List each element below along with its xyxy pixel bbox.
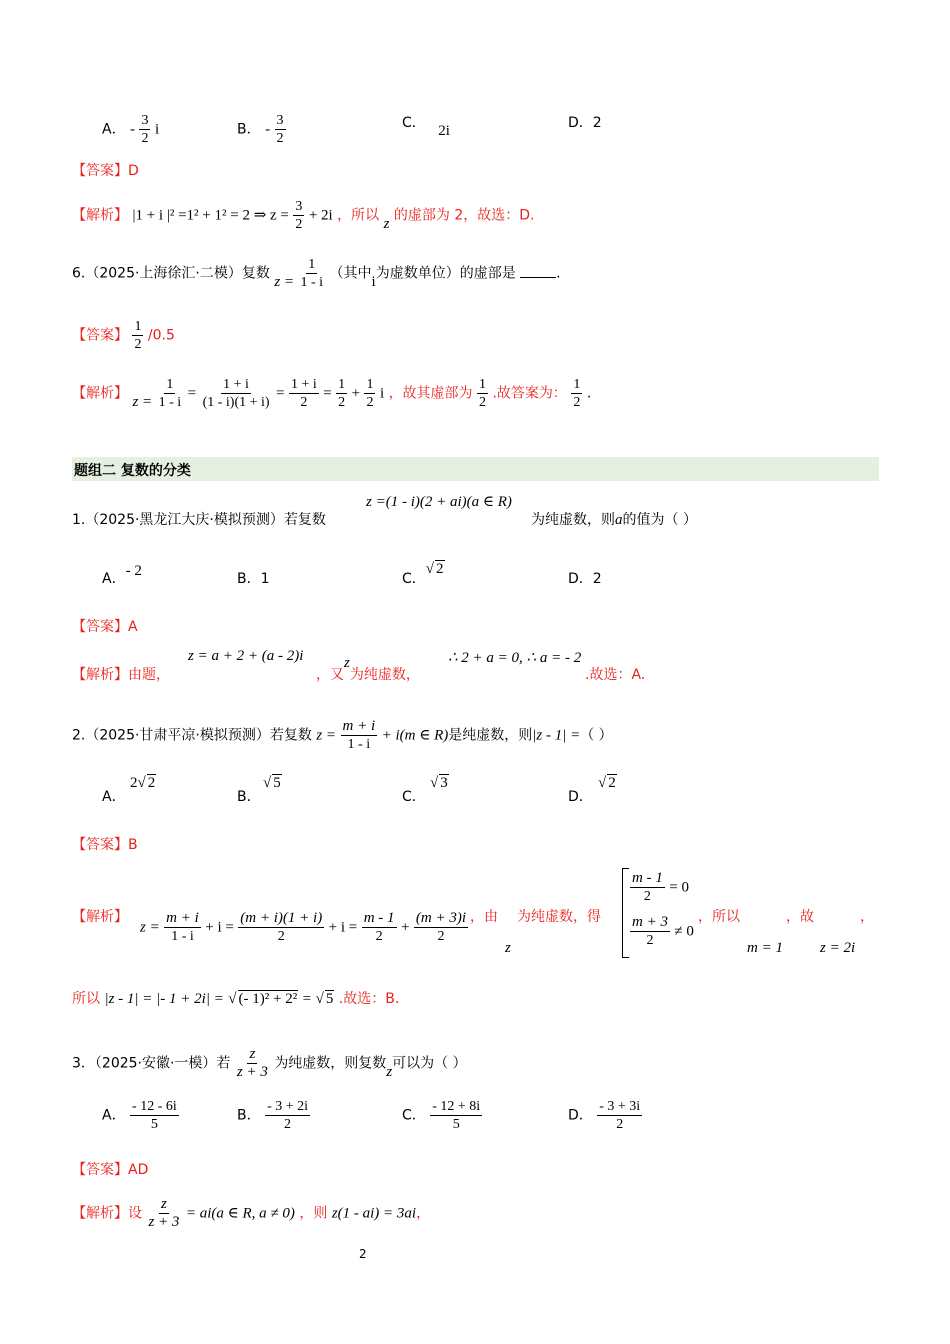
option-d: D．2 bbox=[568, 115, 602, 131]
question-s1-tail: 为纯虚数，则a的值为（ ） bbox=[531, 512, 697, 528]
option-d: D． $\frac{- 3 + 3i}{2}$ bbox=[568, 1099, 641, 1132]
analysis-line-2: 所以 |z - 1| = |- 1 + 2i| = √ (- 1)² + 2² = √ 5 .故选：B. bbox=[72, 991, 400, 1007]
analysis-line: 【解析】 |1 + i |² =1² + 1² = 2 ⇒ z = $\frac{3}{2}$ + 2i ，所以 z 的虚部为 2，故选：D. bbox=[72, 199, 535, 232]
analysis-comma: ， bbox=[860, 909, 874, 925]
analysis-text: ，又z为纯虚数， bbox=[316, 655, 420, 683]
brace bbox=[622, 868, 629, 958]
answer-line: 【答案】B bbox=[72, 837, 138, 853]
analysis-expr-1: z = a + 2 + (a - 2)i bbox=[188, 648, 304, 664]
option-a: A． - $\frac{3}{2}$ i bbox=[102, 113, 160, 146]
answer-line: 【答案】D bbox=[72, 163, 139, 179]
option-c: C． $\frac{- 12 + 8i}{5}$ bbox=[402, 1099, 481, 1132]
analysis-text: ，由 bbox=[470, 909, 498, 925]
option-b: B． $\frac{- 3 + 2i}{2}$ bbox=[237, 1099, 309, 1132]
option-a-value: 2√ 2 bbox=[130, 775, 156, 791]
analysis-text-4: ，故 bbox=[786, 909, 814, 925]
analysis-tag: 【解析】 bbox=[72, 909, 128, 925]
analysis-text-2: 为纯虚数，得 bbox=[517, 909, 601, 925]
option-a: A． bbox=[102, 789, 126, 805]
analysis-end: .故选：A. bbox=[585, 667, 646, 683]
option-c: C．√ 2 bbox=[402, 561, 444, 587]
analysis-line: 【解析】由题， bbox=[72, 667, 170, 683]
option-b: B． bbox=[237, 789, 261, 805]
question-s2: 2.（2025·甘肃平凉·模拟预测）若复数 z = $\frac{m + i}{1 - i}$ + i(m ∈ R)是纯虚数，则|z - 1| =（ ） bbox=[72, 718, 613, 752]
condition-1: $\frac{m - 1}{2}$ = 0 bbox=[632, 870, 689, 904]
z-value: z = 2i bbox=[820, 940, 856, 956]
question-6: 6.（2025·上海徐汇·二模）复数 z = $\frac{1}{1 - i}$ （其中i为虚数单位）的虚部是 . bbox=[72, 257, 561, 290]
question-s1: 1.（2025·黑龙江大庆·模拟预测）若复数 bbox=[72, 512, 326, 528]
option-c: C． bbox=[402, 789, 426, 805]
option-b: B．1 bbox=[237, 571, 270, 587]
answer-blank bbox=[520, 277, 556, 278]
option-c: C． 2i bbox=[402, 115, 450, 139]
option-a: A． $\frac{- 12 - 6i}{5}$ bbox=[102, 1099, 177, 1132]
analysis-line: 【解析】设 $\frac{z}{z + 3}$ = ai(a ∈ R, a ≠ 0) ，则 z(1 - ai) = 3ai， bbox=[72, 1196, 431, 1230]
option-c-value: √ 3 bbox=[430, 775, 448, 791]
question-s1-expr: z =(1 - i)(2 + ai)(a ∈ R) bbox=[366, 494, 512, 510]
m-value: m = 1 bbox=[747, 940, 783, 956]
answer-line: 【答案】A bbox=[72, 619, 138, 635]
answer-line: 【答案】AD bbox=[72, 1162, 149, 1178]
option-b-value: √ 5 bbox=[263, 775, 281, 791]
analysis-expr-2: ∴ 2 + a = 0, ∴ a = - 2 bbox=[448, 650, 582, 666]
analysis-text-3: ，所以 bbox=[698, 909, 740, 925]
question-s3: 3．（2025·安徽·一模）若 $\frac{z}{z + 3}$ 为纯虚数，则复数z可以为（ ） bbox=[72, 1046, 467, 1080]
condition-2: $\frac{m + 3}{2}$ ≠ 0 bbox=[632, 914, 694, 948]
option-d: D． bbox=[568, 789, 593, 805]
answer-line: 【答案】 $\frac{1}{2}$ /0.5 bbox=[72, 319, 175, 352]
section-header: 题组二 复数的分类 bbox=[72, 457, 879, 481]
option-a: A．- 2 bbox=[102, 563, 142, 587]
option-d: D．2 bbox=[568, 571, 602, 587]
option-b: B． - $\frac{3}{2}$ bbox=[237, 113, 284, 146]
page-number: 2 bbox=[359, 1247, 367, 1261]
analysis-expr: z = $\frac{m + i}{1 - i}$ + i = $\frac{(m + i)(1 + i)}{2}$ + i = $\frac{m - 1}{2}$ + $\frac{(m + 3)i}{2}$ bbox=[140, 910, 467, 944]
analysis-line: 【解析】 z = $\frac{1}{1 - i}$ = $\frac{1 + i}{(1 - i)(1 + i)}$ = $\frac{1 + i}{2}$ = $\frac{1}{2}$ + $\frac{1}{2}$ i ，故其虚部为 $\frac{1}{2}$ .故答案为： $\frac{1}{2}$ . bbox=[72, 377, 592, 410]
analysis-z: z bbox=[505, 940, 511, 956]
option-d-value: √ 2 bbox=[598, 775, 616, 791]
